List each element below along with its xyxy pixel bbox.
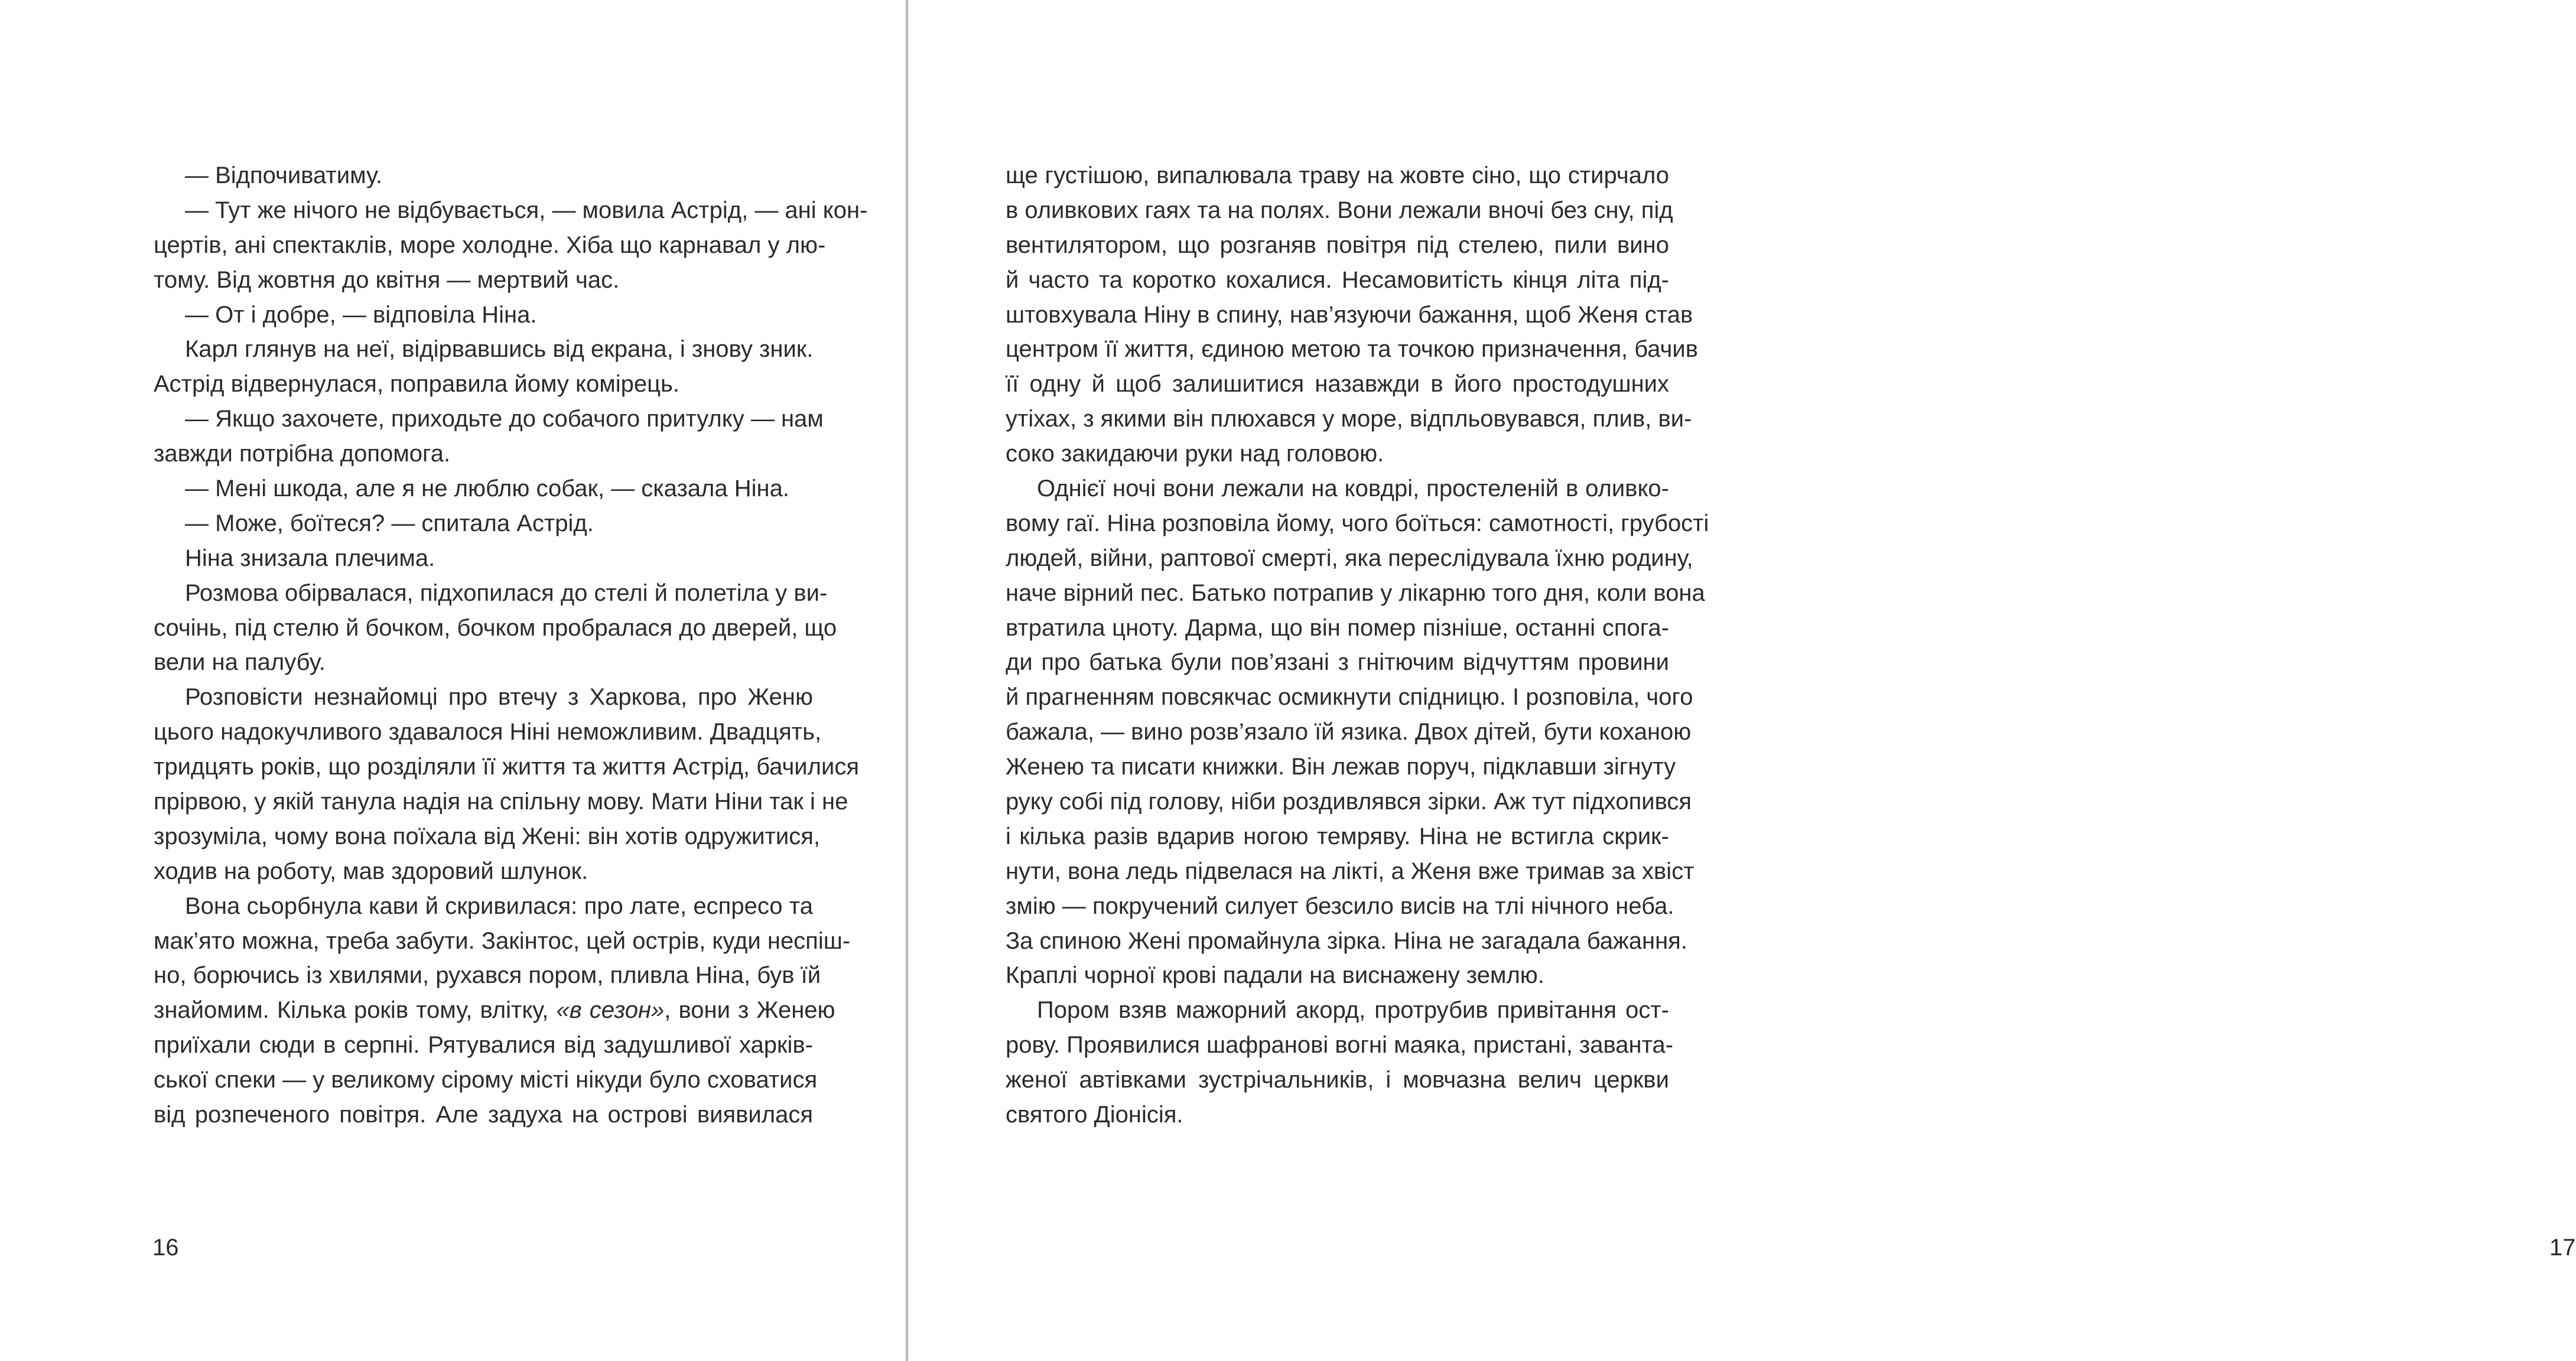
text-line: Однієї ночі вони лежали на ковдрі, простеленій в оливко- xyxy=(1037,476,1669,502)
right-page xyxy=(908,0,2576,1361)
text-line-mixed xyxy=(154,993,835,1028)
italic-phrase: «в сезон» xyxy=(556,997,665,1024)
text-line: мак’ято можна, треба забути. Закінтос, цей острів, куди неспіш- xyxy=(154,927,851,954)
text-line: — Якщо захочете, приходьте до собачого притулку — нам xyxy=(185,406,824,432)
text-line: її одну й щоб залишитися назавжди в його простодушних xyxy=(1006,371,1669,398)
text-line: ходив на роботу, мав здоровий шлунок. xyxy=(154,858,588,884)
text-line: женої автівками зустрічальників, і мовчазна велич церкви xyxy=(1006,1067,1669,1093)
text-line: в оливкових гаях та на полях. Вони лежали вночі без сну, під xyxy=(1006,197,1673,223)
text-line: тридцять років, що розділяли її життя та життя Астрід, бачилися xyxy=(154,754,859,780)
text-line: Астрід відвернулася, поправила йому комірець. xyxy=(154,371,679,398)
text-line: рову. Проявилися шафранові вогні маяка, пристані, заванта- xyxy=(1006,1032,1674,1059)
text-line: — От і добре, — відповіла Ніна. xyxy=(185,301,537,328)
text-line: від розпеченого повітря. Але задуха на острові виявилася xyxy=(154,1102,813,1128)
text-line: соко закидаючи руки над головою. xyxy=(1006,441,1384,467)
text-line: бажала, — вино розв’язало їй язика. Двох дітей, бути коханою xyxy=(1006,719,1692,745)
text-line: й прагненням повсякчас осмикнути спідницю. І розповіла, чого xyxy=(1006,684,1693,711)
text-line: но, борючись із хвилями, рухався пором, пливла Ніна, був їй xyxy=(154,962,821,989)
text-line: Розмова обірвалася, підхопилася до стелі й полетіла у ви- xyxy=(185,579,828,606)
text-line: святого Діонісія. xyxy=(1006,1102,1183,1128)
left-page xyxy=(0,0,906,1361)
text-line: центром її життя, єдиною метою та точкою призначення, бачив xyxy=(1006,336,1698,363)
text-line: вели на палубу. xyxy=(154,649,326,676)
text-line: штовхувала Ніну в спину, нав’язуючи бажання, щоб Женя став xyxy=(1006,301,1693,328)
text-line: — Тут же нічого не відбувається, — мовила Астрід, — ані кон- xyxy=(185,197,868,223)
text-line: Карл глянув на неї, відірвавшись від екрана, і знову зник. xyxy=(185,336,814,363)
right-page-text xyxy=(1006,158,1709,1132)
text-line: Пором взяв мажорний акорд, протрубив привітання ост- xyxy=(1037,997,1669,1024)
text-line: наче вірний пес. Батько потрапив у лікарню того дня, коли вона xyxy=(1006,579,1705,606)
text-fragment: , вони з Женею xyxy=(664,997,835,1024)
text-line: Женею та писати книжки. Він лежав поруч, підклавши зігнуту xyxy=(1006,754,1676,780)
text-line: сочінь, під стелю й бочком, бочком пробралася до дверей, що xyxy=(154,614,837,641)
text-line: Ніна знизала плечима. xyxy=(185,545,435,571)
text-line: — Може, боїтеся? — спитала Астрід. xyxy=(185,510,594,536)
text-line: прірвою, у якій танула надія на спільну мову. Мати Ніни так і не xyxy=(154,789,848,815)
text-line: За спиною Жені промайнула зірка. Ніна не загадала бажання. xyxy=(1006,927,1687,954)
left-page-text xyxy=(154,158,868,1132)
text-line: завжди потрібна допомога. xyxy=(154,441,451,467)
text-line: Розповісти незнайомці про втечу з Харкова, про Женю xyxy=(185,684,813,711)
text-line: вентилятором, що розганяв повітря під стелею, пили вино xyxy=(1006,232,1669,258)
text-line: нути, вона ледь підвелася на лікті, а Женя вже тримав за хвіст xyxy=(1006,858,1694,884)
text-line: й часто та коротко кохалися. Несамовитість кінця літа під- xyxy=(1006,266,1669,293)
text-line: змію — покручений силует безсило висів на тлі нічного неба. xyxy=(1006,893,1674,919)
text-line: ще густішою, випалювала траву на жовте сіно, що стирчало xyxy=(1006,162,1669,188)
text-line: — Відпочиватиму. xyxy=(185,162,383,188)
text-line: вому гаї. Ніна розповіла йому, чого боїться: самотності, грубості xyxy=(1006,510,1709,536)
page-number: 17 xyxy=(2549,1235,2576,1261)
text-line: утіхах, з якими він плюхався у море, відпльовувався, плив, ви- xyxy=(1006,406,1692,432)
text-line: — Мені шкода, але я не люблю собак, — сказала Ніна. xyxy=(185,476,789,502)
text-line: людей, війни, раптової смерті, яка переслідувала їхню родину, xyxy=(1006,545,1693,571)
text-line: цертів, ані спектаклів, море холодне. Хіба що карнавал у лю- xyxy=(154,232,826,258)
text-line: втратила цноту. Дарма, що він помер пізніше, останні спога- xyxy=(1006,614,1669,641)
text-line: руку собі під голову, ніби роздивлявся зірки. Аж тут підхопився xyxy=(1006,789,1692,815)
text-line: і кілька разів вдарив ногою темряву. Ніна не встигла скрик- xyxy=(1006,823,1669,849)
text-line: Вона сьорбнула кави й скривилася: про лате, еспресо та xyxy=(185,893,813,919)
text-line: тому. Від жовтня до квітня — мертвий час. xyxy=(154,266,620,293)
text-line: ди про батька були пов’язані з гнітючим відчуттям провини xyxy=(1006,649,1669,676)
text-line: Краплі чорної крові падали на виснажену землю. xyxy=(1006,962,1544,989)
text-line: зрозуміла, чому вона поїхала від Жені: він хотів одружитися, xyxy=(154,823,820,849)
text-line: ської спеки — у великому сірому місті нікуди було сховатися xyxy=(154,1067,818,1093)
text-fragment: знайомим. Кілька років тому, влітку, xyxy=(154,997,549,1024)
text-line: цього надокучливого здавалося Ніні неможливим. Двадцять, xyxy=(154,719,822,745)
text-line: приїхали сюди в серпні. Рятувалися від задушливої харків- xyxy=(154,1032,813,1059)
page-number: 16 xyxy=(152,1235,179,1261)
